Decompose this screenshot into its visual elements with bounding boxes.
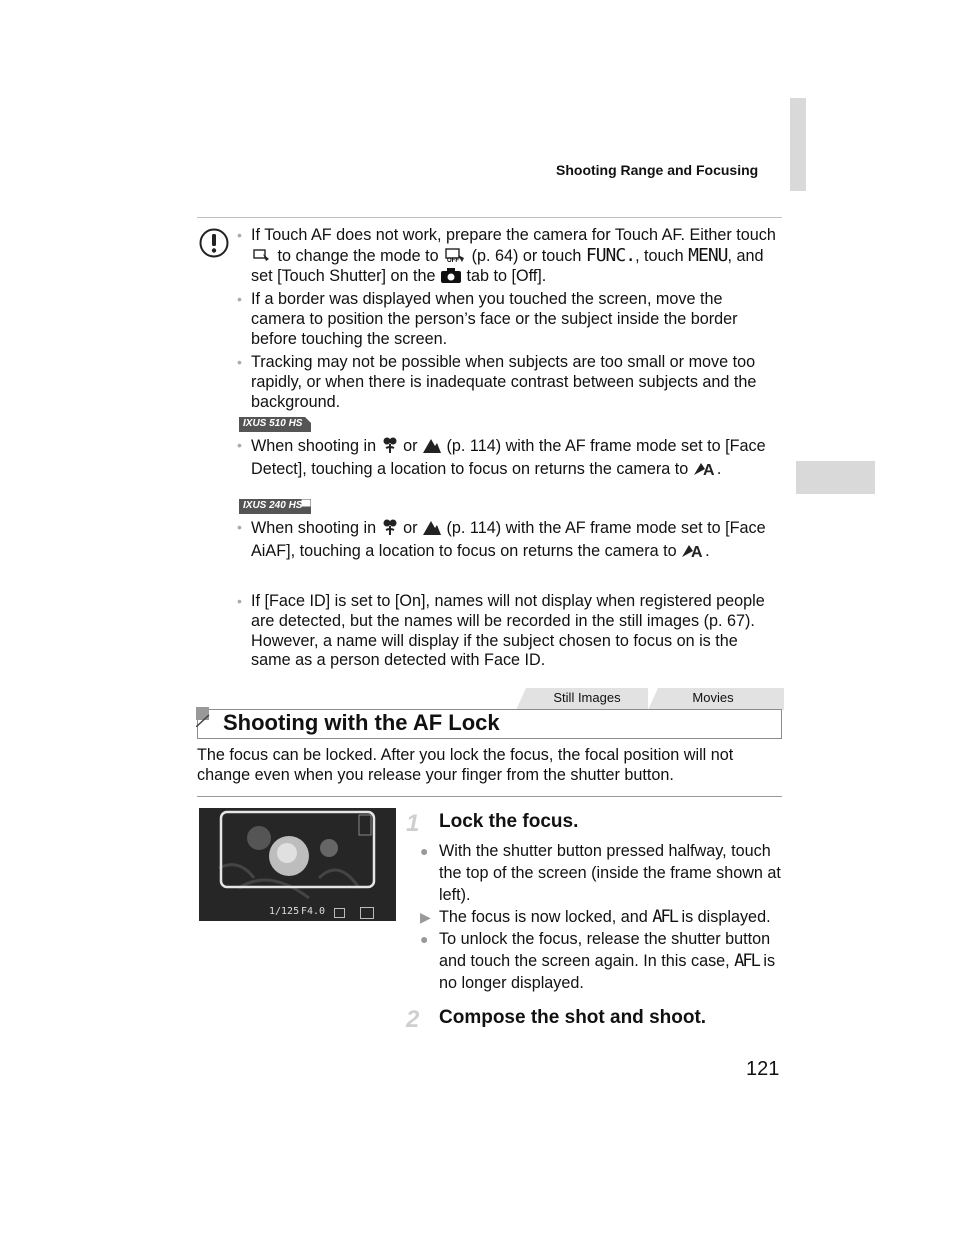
- auto-mode-icon: [681, 539, 705, 559]
- divider: [197, 217, 782, 218]
- step-title: Compose the shot and shoot.: [439, 1007, 707, 1028]
- section-title: Shooting with the AF Lock: [223, 710, 500, 735]
- section-intro: The focus can be locked. After you lock the focus, the focal position will not change even when you release your finger from the shutter button.: [197, 746, 734, 784]
- svg-text:A: A: [691, 543, 703, 559]
- landscape-mode-icon: [422, 436, 442, 454]
- divider: [197, 796, 782, 797]
- caution-bullet: • If Touch AF does not work, prepare the camera for Touch AF. Either touch to change the mode to OFF (p. 64) or touch FUNC., touch MENU, and set [Touch Shutter] on the tab to [Off].: [237, 226, 776, 285]
- landscape-mode-icon: [422, 518, 442, 536]
- portrait-mode-icon: [381, 518, 399, 536]
- running-header: Shooting Range and Focusing: [556, 162, 759, 178]
- flower-scene: [199, 808, 396, 921]
- step-bullet: ● With the shutter button pressed halfway, touch the top of the screen (inside the frame shown at left).: [420, 842, 781, 904]
- svg-text:OFF: OFF: [447, 257, 460, 264]
- chapter-tab-marker: [796, 461, 875, 494]
- step-result: ▶ The focus is now locked, and AFL is displayed.: [420, 907, 771, 927]
- caution-icon: [199, 228, 229, 258]
- model-badge: IXUS 240 HS: [239, 499, 311, 514]
- step-number: 2: [406, 1006, 420, 1033]
- auto-mode-icon: [693, 457, 717, 477]
- afl-icon: AFL: [652, 907, 677, 927]
- step-number: 1: [406, 810, 420, 837]
- caution-bullet: • If a border was displayed when you touched the screen, move the camera to position the person’s face or the subject inside the border before touching the screen.: [237, 290, 738, 348]
- model-badge: IXUS 510 HS: [239, 417, 311, 432]
- page-number: 121: [746, 1058, 780, 1080]
- touch-shutter-off-icon: [443, 246, 467, 264]
- svg-text:A: A: [702, 461, 715, 477]
- metering-icon: [334, 908, 345, 918]
- camera-tab-icon: [440, 267, 462, 284]
- aperture-readout: F4.0: [301, 906, 326, 917]
- movies-tab: Movies: [692, 690, 734, 705]
- iso-icon: [360, 907, 374, 919]
- chapter-tab-marker: [790, 98, 806, 191]
- portrait-mode-icon: [381, 436, 399, 454]
- camera-screen-image: [199, 808, 396, 921]
- model-bullet: • When shooting in or (p. 114) with the AF frame mode set to [Face AiAF], touching a location to focus on returns the camera to A .: [237, 519, 766, 560]
- section-marker-icon: [196, 707, 216, 727]
- mode-tabs: [516, 688, 784, 710]
- face-id-bullet: • If [Face ID] is set to [On], names will not display when registered people are detected, but the names will be recorded in the still images (p. 67). However, a name will display if the subject chosen to focus on is the same as a person detected with Face ID.: [237, 592, 765, 670]
- menu-button-label: MENU: [688, 244, 728, 266]
- shutter-speed-readout: 1/125: [269, 906, 300, 917]
- still-images-tab: Still Images: [553, 690, 621, 705]
- step-title: Lock the focus.: [439, 811, 579, 832]
- afl-icon: AFL: [734, 951, 759, 971]
- step-bullet: ● To unlock the focus, release the shutter button and touch the screen again. In this case, AFL is no longer displayed.: [420, 930, 776, 992]
- touch-af-icon: [251, 246, 273, 264]
- model-bullet: • When shooting in or (p. 114) with the AF frame mode set to [Face Detect], touching a location to focus on returns the camera to A .: [237, 437, 766, 478]
- caution-bullet: • Tracking may not be possible when subjects are too small or move too rapidly, or when there is inadequate contrast between subjects and the background.: [237, 353, 757, 411]
- func-button-label: FUNC.: [585, 244, 636, 266]
